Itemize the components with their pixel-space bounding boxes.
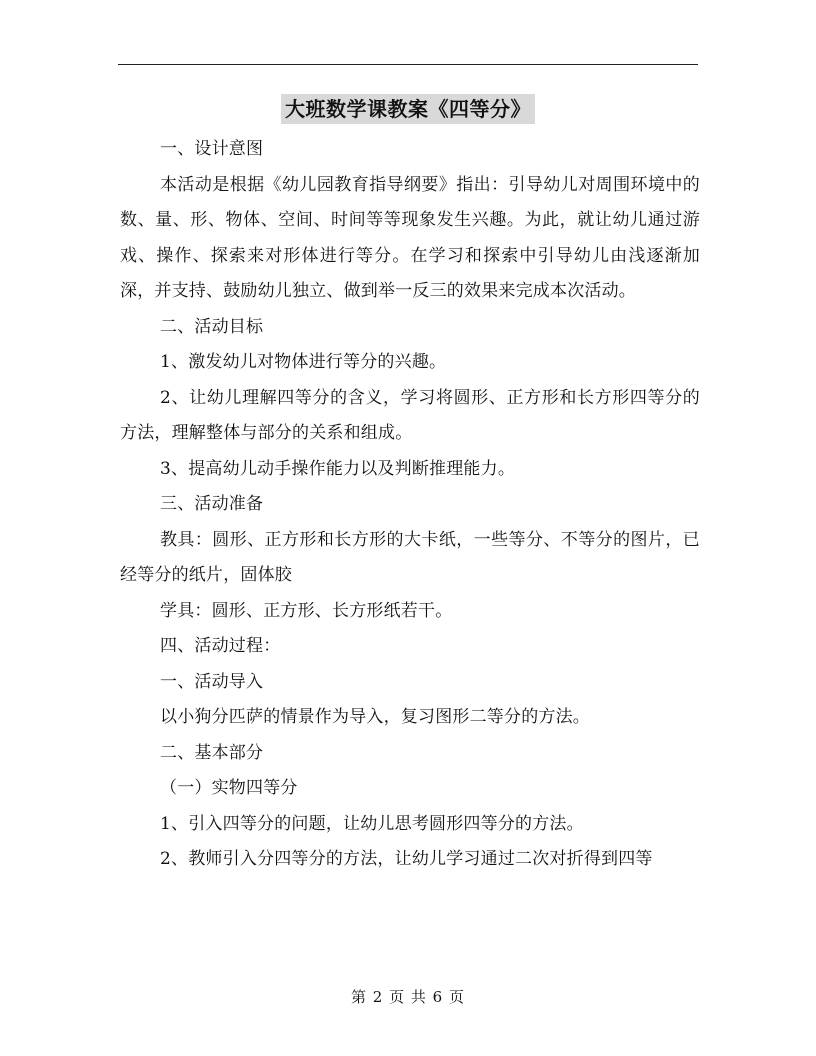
paragraph: 二、活动目标: [160, 316, 264, 337]
paragraph: 3、提高幼儿动手操作能力以及判断推理能力。: [160, 458, 516, 479]
paragraph: 2、让幼儿理解四等分的含义，学习将圆形、正方形和长方形四等分的方法，理解整体与部分的关系和组成。: [120, 387, 700, 443]
paragraph: （一）实物四等分: [160, 778, 298, 798]
document-title-wrap: [0, 94, 816, 124]
paragraph: 2、教师引入分四等分的方法，让幼儿学习通过二次对折得到四等: [160, 849, 653, 869]
header-rule: [118, 64, 698, 65]
paragraph: 一、活动导入: [160, 671, 264, 692]
page-footer: 第 2 页 共 6 页: [351, 988, 465, 1006]
paragraph: 三、活动准备: [160, 494, 264, 514]
paragraph: 学具：圆形、正方形、长方形纸若干。: [160, 600, 453, 621]
paragraph: 1、激发幼儿对物体进行等分的兴趣。: [160, 352, 447, 372]
document-body: [120, 132, 700, 878]
paragraph: 1、引入四等分的问题，让幼儿思考圆形四等分的方法。: [160, 813, 584, 834]
document-title: 大班数学课教案《四等分》: [281, 94, 535, 124]
paragraph: 以小狗分匹萨的情景作为导入，复习图形二等分的方法。: [160, 707, 590, 727]
paragraph: 四、活动过程：: [160, 636, 281, 656]
paragraph: 二、基本部分: [160, 742, 264, 763]
paragraph: 教具：圆形、正方形和长方形的大卡纸，一些等分、不等分的图片，已经等分的纸片，固体胶: [120, 529, 700, 585]
paragraph: 本活动是根据《幼儿园教育指导纲要》指出：引导幼儿对周围环境中的数、量、形、物体、空间、时间等等现象发生兴趣。为此，就让幼儿通过游戏、操作、探索来对形体进行等分。在学习和探索中引导幼儿由浅逐渐加深，并支持、鼓励幼儿独立、做到举一反三的效果来完成本次活动。: [120, 174, 700, 301]
paragraph: 一、设计意图: [160, 139, 264, 159]
